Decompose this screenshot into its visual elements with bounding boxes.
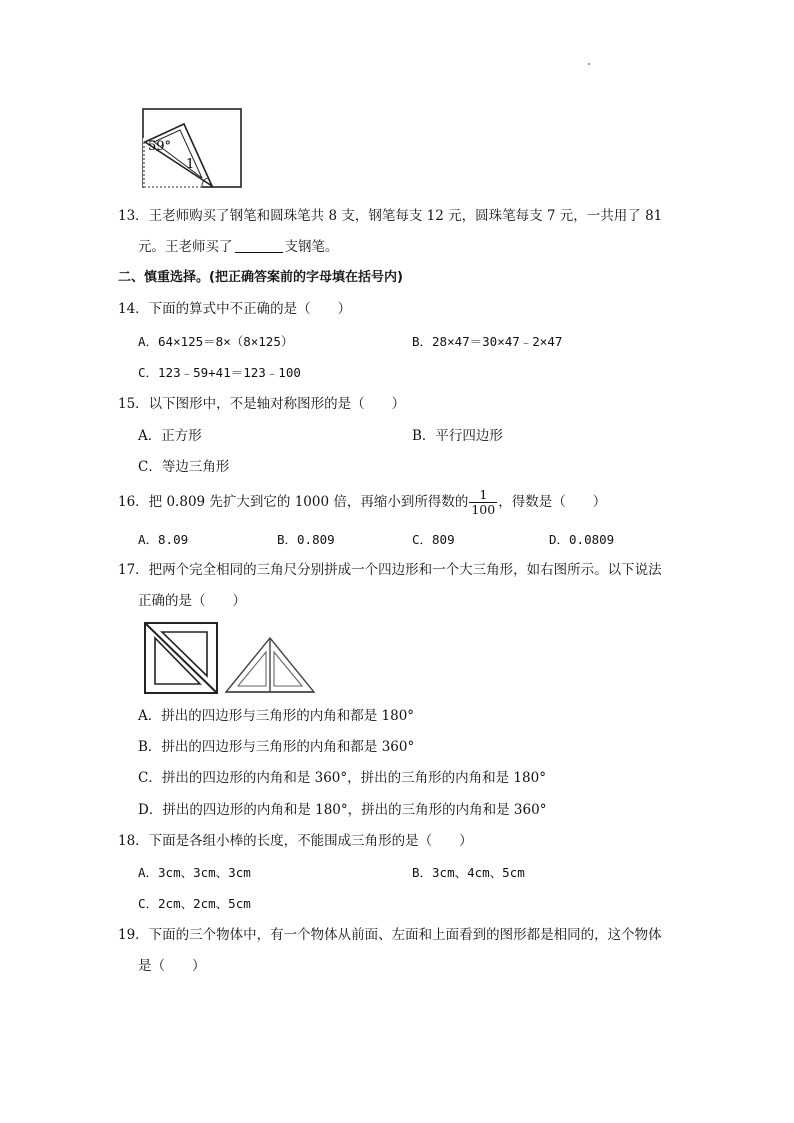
section-title: 二、慎重选择。(把正确答案前的字母填在括号内) (118, 270, 403, 285)
q19-stem-line1: 19．下面的三个物体中，有一个物体从前面、左面和上面看到的图形都是相同的，这个物体 (118, 927, 662, 943)
q17-option-c[interactable]: C．拼出的四边形的内角和是 360°，拼出的三角形的内角和是 180° (138, 770, 546, 786)
triangle-figure (226, 638, 314, 692)
q18-option-a[interactable]: A．3cm、3cm、3cm (138, 865, 251, 880)
q16-option-c[interactable]: C．809 (412, 532, 455, 547)
q14-stem: 14．下面的算式中不正确的是（ ） (118, 301, 352, 317)
corner-mark (588, 63, 590, 65)
q15-stem: 15．以下图形中，不是轴对称图形的是（ ） (118, 396, 406, 412)
quadrilateral-figure (145, 623, 217, 693)
figure-set-squares-combined (142, 620, 322, 696)
angle-label: 59° (148, 139, 172, 154)
q16-option-b[interactable]: B．0.809 (277, 532, 335, 547)
figure-set-square-in-rectangle (142, 108, 246, 190)
q15-option-b[interactable]: B．平行四边形 (412, 428, 503, 444)
q13-text-before: 元。王老师买了 (138, 239, 233, 255)
q16-option-d[interactable]: D．0.0809 (549, 532, 615, 547)
q14-option-b[interactable]: B．28×47＝30×47﹣2×47 (412, 334, 563, 349)
q15-option-c[interactable]: C．等边三角形 (138, 459, 230, 475)
q17-stem-line1: 17．把两个完全相同的三角尺分别拼成一个四边形和一个大三角形，如右图所示。以下说法 (118, 562, 662, 578)
q13-line2 (138, 238, 339, 256)
q13-text-after: 支钢笔。 (284, 239, 339, 255)
q14-option-a[interactable]: A．64×125＝8×（8×125） (138, 334, 294, 349)
q19-stem-line2: 是（ ） (138, 958, 206, 974)
q13-line1: 13．王老师购买了钢笔和圆珠笔共 8 支，钢笔每支 12 元，圆珠笔每支 7 元，一共用了 81 (118, 208, 663, 224)
q15-option-a[interactable]: A．正方形 (138, 428, 202, 444)
triangle-label: 1 (186, 157, 195, 172)
q16-stem-before: 16．把 0.809 先扩大到它的 1000 倍，再缩小到所得数的 (118, 494, 469, 510)
q18-stem: 18．下面是各组小棒的长度，不能围成三角形的是（ ） (118, 833, 473, 849)
q17-option-d[interactable]: D．拼出的四边形的内角和是 180°，拼出的三角形的内角和是 360° (138, 802, 547, 818)
q13-answer-blank[interactable] (235, 238, 283, 253)
q18-option-c[interactable]: C．2cm、2cm、5cm (138, 896, 251, 911)
fraction-one-hundredth (469, 488, 497, 517)
q16-option-a[interactable]: A．8.09 (138, 532, 189, 547)
fraction-denominator: 100 (471, 502, 496, 517)
q17-option-b[interactable]: B．拼出的四边形与三角形的内角和都是 360° (138, 739, 415, 755)
q16-stem (118, 485, 606, 519)
q14-option-c[interactable]: C．123﹣59+41＝123﹣100 (138, 365, 301, 380)
q17-stem-line2: 正确的是（ ） (138, 593, 246, 609)
fraction-numerator: 1 (469, 488, 497, 503)
q16-stem-after: ，得数是（ ） (498, 494, 607, 510)
q17-option-a[interactable]: A．拼出的四边形与三角形的内角和都是 180° (138, 708, 415, 724)
q18-option-b[interactable]: B．3cm、4cm、5cm (412, 865, 525, 880)
